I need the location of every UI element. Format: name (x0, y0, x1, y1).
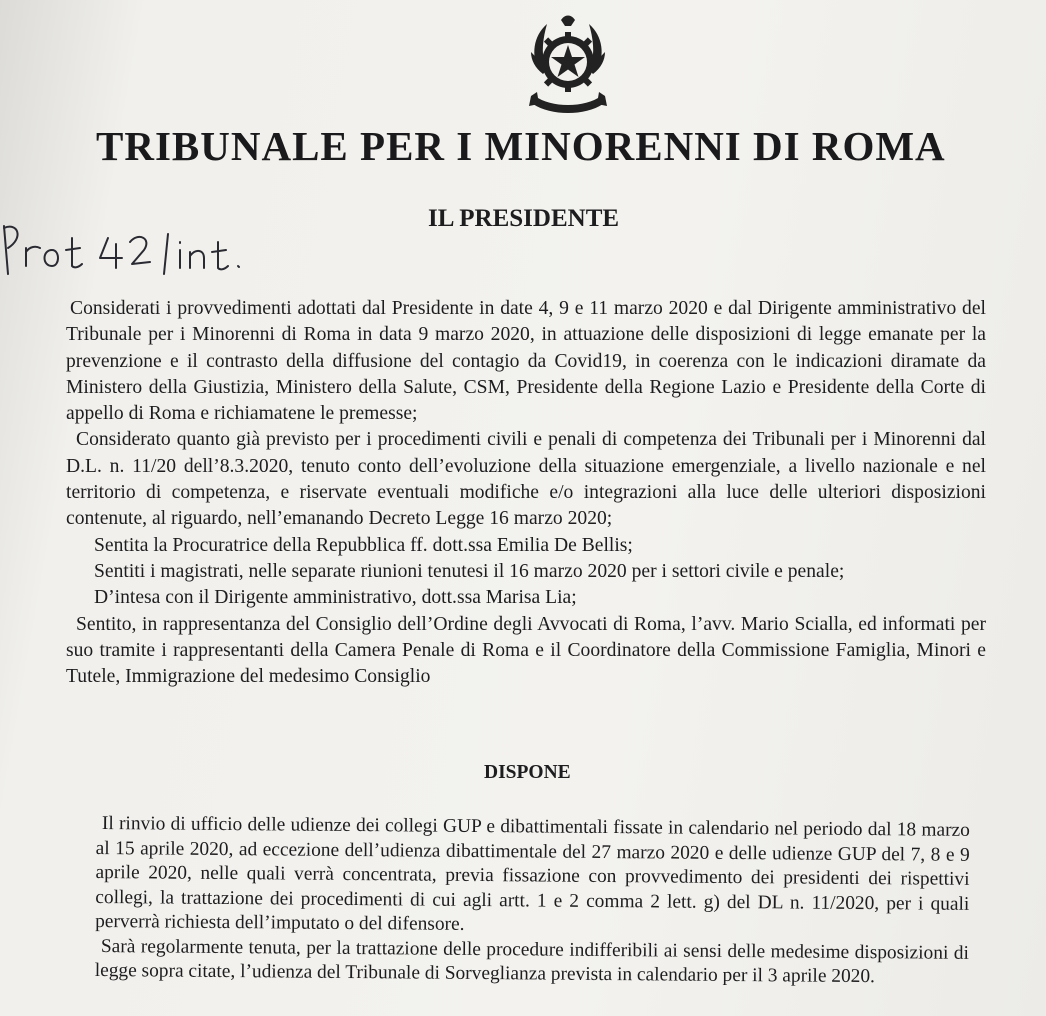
dispone-heading: DISPONE (484, 762, 571, 783)
italian-republic-emblem-icon (525, 12, 611, 118)
premise-paragraph: Considerati i provvedimenti adottati dal Presidente in date 4, 9 e 11 marzo 2020 e dal Dirigente amministrativo del Tribunale per i Minorenni di Roma in data 9 marzo 2020, in attuazione delle disposizioni di legge emanate per la prevenzione e il contrasto della diffusione del contagio da Covid19, in coerenza con le indicazioni diramate da Ministero della Giustizia, Ministero della Salute, CSM, Presidente della Regione Lazio e Presidente della Corte di appello di Roma e richiamatene le premesse; (66, 298, 986, 425)
court-name: TRIBUNALE PER I MINORENNI DI ROMA (96, 123, 946, 169)
premise-paragraph: D’intesa con il Dirigente amministrativo, dott.ssa Marisa Lia; (94, 587, 577, 609)
order-paragraph: Sarà regolarmente tenuta, per la trattazione delle procedure indifferibili ai sensi delle medesime disposizioni di legge sopra citate, l’udienza del Tribunale di Sorveglianza prevista in calendario per il 3 aprile 2020. (94, 935, 970, 988)
premises-section (66, 296, 986, 690)
premise-paragraph: Sentito, in rappresentanza del Consiglio dell’Ordine degli Avvocati di Roma, l’avv. Mario Scialla, ed informati per suo tramite i rappresentanti della Camera Penale di Roma e il Coordinatore della Commissione Famiglia, Minori e Tutele, Immigrazione del medesimo Consiglio (66, 613, 986, 688)
president-heading: IL PRESIDENTE (428, 205, 620, 232)
premise-paragraph: Sentiti i magistrati, nelle separate riunioni tenutesi il 16 marzo 2020 per i settori civile e penale; (94, 560, 845, 582)
orders-section (95, 812, 970, 990)
premise-paragraph: Sentita la Procuratrice della Repubblica ff. dott.ssa Emilia De Bellis; (94, 534, 633, 556)
order-paragraph: Il rinvio di ufficio delle udienze dei collegi GUP e dibattimentali fissate in calendario nel periodo dal 18 marzo al 15 aprile 2020, ad eccezione dell’udienza dibattimentale del 27 marzo 2020 e delle udienze GUP del 7, 8 e 9 aprile 2020, nelle quali verrà concentrata, previa fissazione con provvedimento dei presidenti dei rispettivi collegi, la trattazione dei procedimenti di cui agli artt. 1 e 2 comma 2 lett. g) del DL n. 11/2020, per i quali perverrà richiesta dell’imputato o del difensore. (95, 813, 970, 935)
premise-paragraph: Considerato quanto già previsto per i procedimenti civili e penali di competenza dei Tribunali per i Minorenni dal D.L. n. 11/20 dell’8.3.2020, tenuto conto dell’evoluzione della situazione emergenziale, a livello nazionale e nel territorio di competenza, e riservate eventuali modifiche e/o integrazioni alla luce delle ulteriori disposizioni contenute, al riguardo, nell’emanando Decreto Legge 16 marzo 2020; (66, 429, 986, 530)
